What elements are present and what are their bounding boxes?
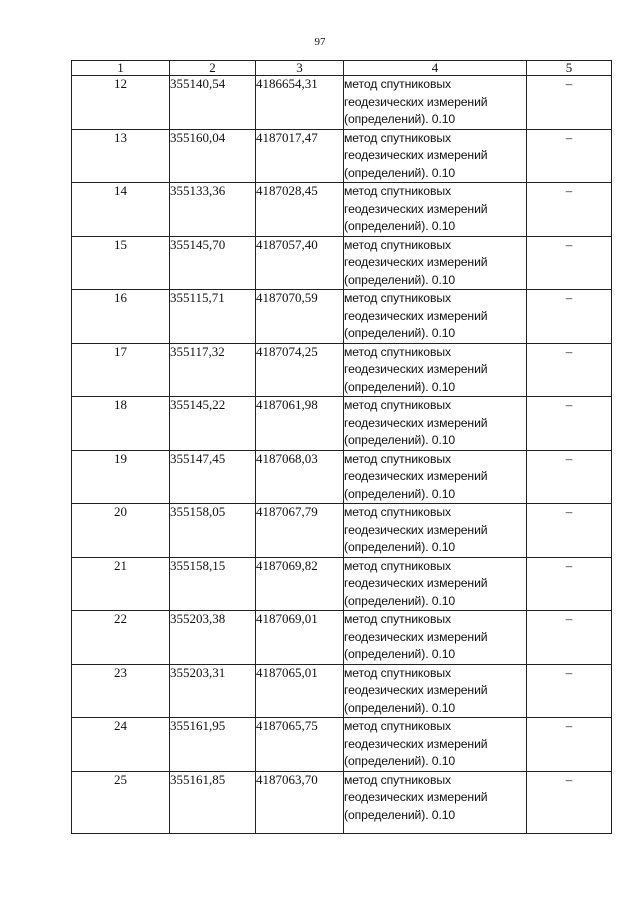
method-line: (определений). 0.10 <box>344 165 456 180</box>
x-coordinate-cell: 355161,85 <box>170 771 256 833</box>
point-number-cell: 16 <box>72 290 170 344</box>
x-coordinate-cell: 355160,04 <box>170 129 256 183</box>
method-line: (определений). 0.10 <box>344 379 456 394</box>
method-line: метод спутниковых <box>344 184 451 198</box>
method-line: геодезических измерений <box>344 683 488 697</box>
method-line: (определений). 0.10 <box>344 326 456 340</box>
x-coordinate-cell: 355145,22 <box>170 397 256 451</box>
method-line: метод спутниковых <box>344 505 451 519</box>
method-line: (определений). 0.10 <box>344 486 456 501</box>
method-line: геодезических измерений <box>344 94 488 109</box>
column-5-cell: – <box>527 718 612 772</box>
method-line: (определений). 0.10 <box>344 540 456 554</box>
x-coordinate-cell: 355115,71 <box>170 290 256 344</box>
point-number-cell: 22 <box>72 611 170 665</box>
method-line: (определений). 0.10 <box>344 112 456 126</box>
column-5-cell: – <box>527 611 612 665</box>
method-line: (определений). 0.10 <box>344 219 456 233</box>
y-coordinate-cell: 4187065,75 <box>256 718 344 772</box>
method-line: геодезических измерений <box>344 148 488 162</box>
table-row <box>72 504 612 558</box>
method-cell <box>344 290 527 344</box>
table-row <box>72 76 612 130</box>
x-coordinate-cell: 355203,31 <box>170 664 256 718</box>
method-cell <box>344 557 527 611</box>
y-coordinate-cell: 4187017,47 <box>256 129 344 183</box>
table-row <box>72 290 612 344</box>
method-line: метод спутниковых <box>344 398 451 412</box>
x-coordinate-cell: 355147,45 <box>170 450 256 504</box>
y-coordinate-cell: 4186654,31 <box>256 76 344 130</box>
column-5-cell: – <box>527 290 612 344</box>
method-line: геодезических измерений <box>344 736 488 751</box>
y-coordinate-cell: 4187067,79 <box>256 504 344 558</box>
y-coordinate-cell: 4187069,82 <box>256 557 344 611</box>
table-row <box>72 450 612 504</box>
method-cell <box>344 236 527 290</box>
method-line: (определений). 0.10 <box>344 754 456 768</box>
header-col-1: 1 <box>72 61 170 76</box>
method-line: метод спутниковых <box>344 237 451 252</box>
y-coordinate-cell: 4187063,70 <box>256 771 344 833</box>
point-number-cell: 19 <box>72 450 170 504</box>
column-5-cell: – <box>527 397 612 451</box>
method-cell <box>344 129 527 183</box>
method-line: геодезических измерений <box>344 522 488 537</box>
column-5-cell: – <box>527 664 612 718</box>
method-line: метод спутниковых <box>344 665 451 680</box>
header-col-5: 5 <box>527 61 612 76</box>
column-5-cell: – <box>527 557 612 611</box>
table-body <box>72 76 612 834</box>
point-number-cell: 25 <box>72 771 170 833</box>
column-5-cell: – <box>527 504 612 558</box>
x-coordinate-cell: 355158,05 <box>170 504 256 558</box>
method-line: метод спутниковых <box>344 612 451 626</box>
method-line: метод спутниковых <box>344 772 451 787</box>
y-coordinate-cell: 4187065,01 <box>256 664 344 718</box>
method-line: геодезических измерений <box>344 255 488 269</box>
x-coordinate-cell: 355158,15 <box>170 557 256 611</box>
table-row <box>72 129 612 183</box>
method-line: (определений). 0.10 <box>344 593 456 608</box>
column-5-cell: – <box>527 76 612 130</box>
column-5-cell: – <box>527 343 612 397</box>
method-line: геодезических измерений <box>344 469 488 483</box>
point-number-cell: 20 <box>72 504 170 558</box>
point-number-cell: 21 <box>72 557 170 611</box>
method-line: (определений). 0.10 <box>344 807 456 822</box>
method-line: (определений). 0.10 <box>344 433 456 447</box>
point-number-cell: 18 <box>72 397 170 451</box>
header-col-3: 3 <box>256 61 344 76</box>
header-col-2: 2 <box>170 61 256 76</box>
point-number-cell: 17 <box>72 343 170 397</box>
table-row <box>72 664 612 718</box>
column-5-cell: – <box>527 129 612 183</box>
y-coordinate-cell: 4187028,45 <box>256 183 344 237</box>
y-coordinate-cell: 4187070,59 <box>256 290 344 344</box>
x-coordinate-cell: 355203,38 <box>170 611 256 665</box>
method-line: метод спутниковых <box>344 719 451 733</box>
table-row <box>72 397 612 451</box>
column-5-cell: – <box>527 183 612 237</box>
method-cell <box>344 611 527 665</box>
method-cell <box>344 397 527 451</box>
page-number: 97 <box>314 36 326 48</box>
method-line: метод спутниковых <box>344 130 451 145</box>
method-cell <box>344 664 527 718</box>
method-line: метод спутниковых <box>344 77 451 91</box>
method-line: (определений). 0.10 <box>344 272 456 287</box>
x-coordinate-cell: 355145,70 <box>170 236 256 290</box>
x-coordinate-cell: 355133,36 <box>170 183 256 237</box>
method-cell <box>344 450 527 504</box>
method-cell <box>344 718 527 772</box>
table-row <box>72 771 612 833</box>
table-row <box>72 183 612 237</box>
point-number-cell: 12 <box>72 76 170 130</box>
y-coordinate-cell: 4187061,98 <box>256 397 344 451</box>
table-row <box>72 718 612 772</box>
point-number-cell: 15 <box>72 236 170 290</box>
point-number-cell: 24 <box>72 718 170 772</box>
x-coordinate-cell: 355117,32 <box>170 343 256 397</box>
table-header <box>72 61 612 76</box>
column-5-cell: – <box>527 450 612 504</box>
table-row <box>72 557 612 611</box>
method-line: (определений). 0.10 <box>344 700 456 715</box>
header-row <box>72 61 612 76</box>
method-cell <box>344 771 527 833</box>
method-line: геодезических измерений <box>344 362 488 376</box>
method-line: геодезических измерений <box>344 415 488 430</box>
y-coordinate-cell: 4187074,25 <box>256 343 344 397</box>
method-cell <box>344 76 527 130</box>
method-line: геодезических измерений <box>344 201 488 216</box>
coordinates-table <box>71 60 612 834</box>
method-cell <box>344 183 527 237</box>
method-line: метод спутниковых <box>344 558 451 573</box>
method-line: метод спутниковых <box>344 451 451 466</box>
method-line: геодезических измерений <box>344 629 488 644</box>
column-5-cell: – <box>527 236 612 290</box>
method-line: (определений). 0.10 <box>344 647 456 661</box>
method-line: метод спутниковых <box>344 291 451 305</box>
point-number-cell: 13 <box>72 129 170 183</box>
method-cell <box>344 504 527 558</box>
y-coordinate-cell: 4187069,01 <box>256 611 344 665</box>
point-number-cell: 14 <box>72 183 170 237</box>
table-row <box>72 236 612 290</box>
point-number-cell: 23 <box>72 664 170 718</box>
y-coordinate-cell: 4187068,03 <box>256 450 344 504</box>
method-line: метод спутниковых <box>344 344 451 359</box>
table-row <box>72 611 612 665</box>
x-coordinate-cell: 355140,54 <box>170 76 256 130</box>
method-line: геодезических измерений <box>344 308 488 323</box>
table-row <box>72 343 612 397</box>
x-coordinate-cell: 355161,95 <box>170 718 256 772</box>
method-line: геодезических измерений <box>344 790 488 804</box>
method-line: геодезических измерений <box>344 576 488 590</box>
y-coordinate-cell: 4187057,40 <box>256 236 344 290</box>
column-5-cell: – <box>527 771 612 833</box>
header-col-4: 4 <box>344 61 527 76</box>
method-cell <box>344 343 527 397</box>
